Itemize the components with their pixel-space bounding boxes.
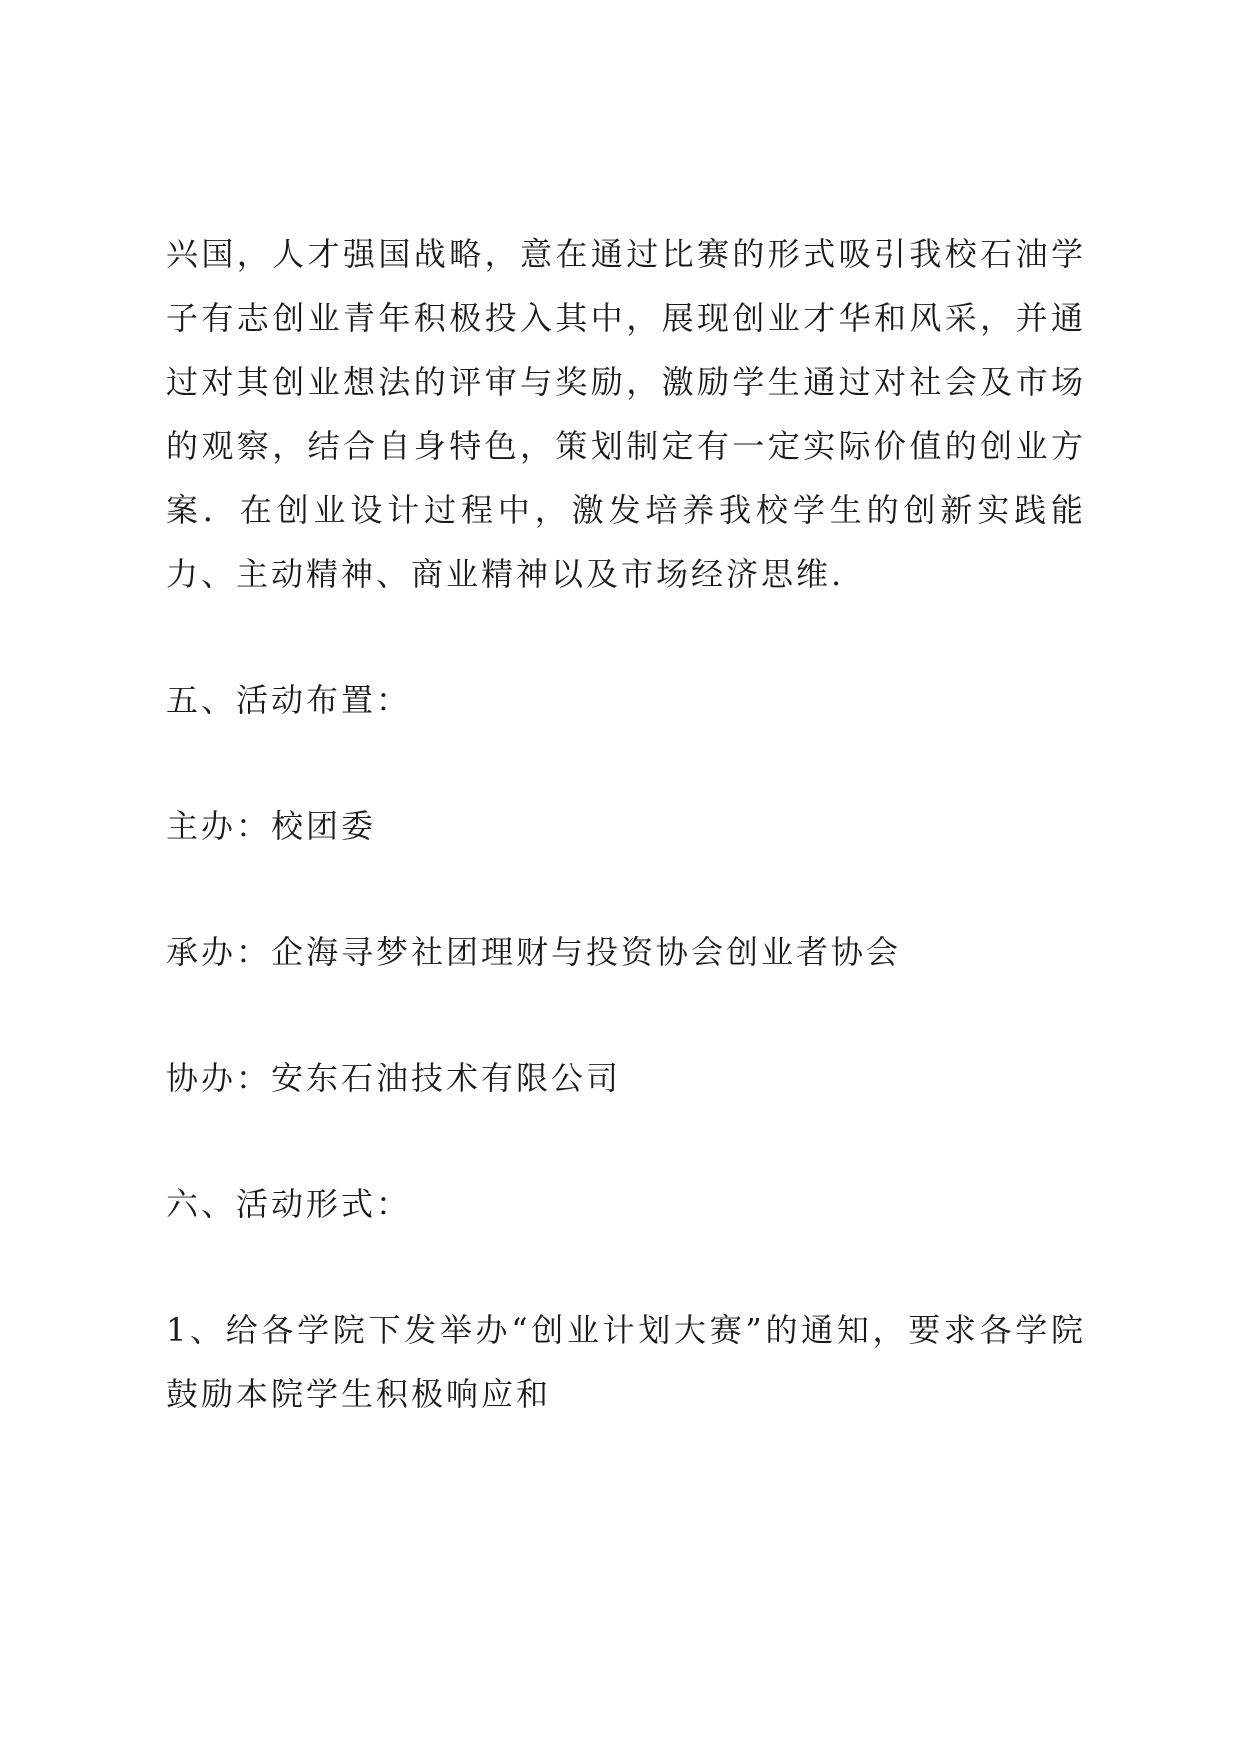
paragraph-gap	[166, 606, 1086, 668]
document-body	[166, 222, 1086, 1426]
paragraph-intro: 兴国，人才强国战略，意在通过比赛的形式吸引我校石油学子有志创业青年积极投入其中，展现创业才华和风采，并通过对其创业想法的评审与奖励，激励学生通过对社会及市场的观察，结合自身特色，策划制定有一定实际价值的创业方案．在创业设计过程中，激发培养我校学生的创新实践能力、主动精神、商业精神以及市场经济思维.	[166, 235, 1086, 593]
paragraph-gap	[166, 732, 1086, 794]
paragraph-gap	[166, 858, 1086, 920]
paragraph-gap	[166, 1236, 1086, 1298]
section-heading-activity-format: 六、活动形式：	[166, 1185, 412, 1223]
organizer-line: 承办：企海寻梦社团理财与投资协会创业者协会	[166, 933, 902, 971]
cohost-line: 协办：安东石油技术有限公司	[166, 1059, 622, 1097]
paragraph-gap	[166, 984, 1086, 1046]
paragraph-gap	[166, 1110, 1086, 1172]
section-heading-activity-arrangement: 五、活动布置：	[166, 681, 412, 719]
host-line: 主办：校团委	[166, 807, 377, 845]
list-item-1: 1、给各学院下发举办“创业计划大赛”的通知，要求各学院鼓励本院学生积极响应和	[166, 1311, 1086, 1413]
